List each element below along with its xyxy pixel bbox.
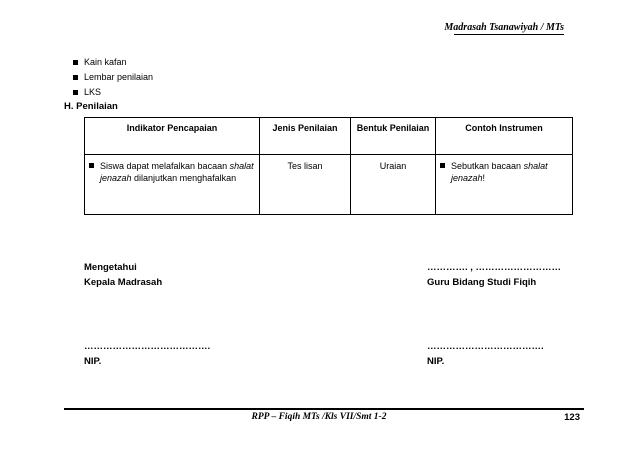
list-item: Kain kafan bbox=[73, 55, 153, 70]
list-item: Lembar penilaian bbox=[73, 70, 153, 85]
header-indikator: Indikator Pencapaian bbox=[85, 118, 260, 155]
cell-indikator: Siswa dapat melafalkan bacaan shalat jenazah dilanjutkan menghafalkan bbox=[85, 155, 260, 215]
page-number: 123 bbox=[564, 412, 580, 423]
header-bentuk: Bentuk Penilaian bbox=[351, 118, 436, 155]
footer-divider bbox=[64, 408, 584, 410]
cell-contoh: Sebutkan bacaan shalat jenazah! bbox=[436, 155, 573, 215]
signature-right: …………. , ……………………… Guru Bidang Studi Fiqih bbox=[427, 262, 562, 288]
square-bullet-icon bbox=[73, 75, 78, 80]
materials-list bbox=[73, 55, 153, 100]
header-jenis: Jenis Penilaian bbox=[260, 118, 351, 155]
header-divider bbox=[454, 34, 564, 35]
nip-right: ………………………………. NIP. bbox=[427, 341, 544, 367]
square-bullet-icon bbox=[73, 60, 78, 65]
table-row bbox=[85, 155, 573, 215]
cell-bentuk: Uraian bbox=[351, 155, 436, 215]
cell-jenis: Tes lisan bbox=[260, 155, 351, 215]
table-header-row bbox=[85, 118, 573, 155]
section-title: H. Penilaian bbox=[64, 101, 118, 112]
header-contoh: Contoh Instrumen bbox=[436, 118, 573, 155]
list-item: LKS bbox=[73, 85, 153, 100]
signature-left: Mengetahui Kepala Madrasah bbox=[84, 262, 163, 288]
square-bullet-icon bbox=[440, 163, 445, 168]
assessment-table bbox=[84, 117, 573, 215]
header-title: Madrasah Tsanawiyah / MTs bbox=[444, 22, 564, 33]
footer-text: RPP – Fiqih MTs /Kls VII/Smt 1-2 bbox=[251, 412, 387, 422]
square-bullet-icon bbox=[73, 90, 78, 95]
square-bullet-icon bbox=[89, 163, 94, 168]
nip-left: …………………………………. NIP. bbox=[84, 341, 211, 367]
